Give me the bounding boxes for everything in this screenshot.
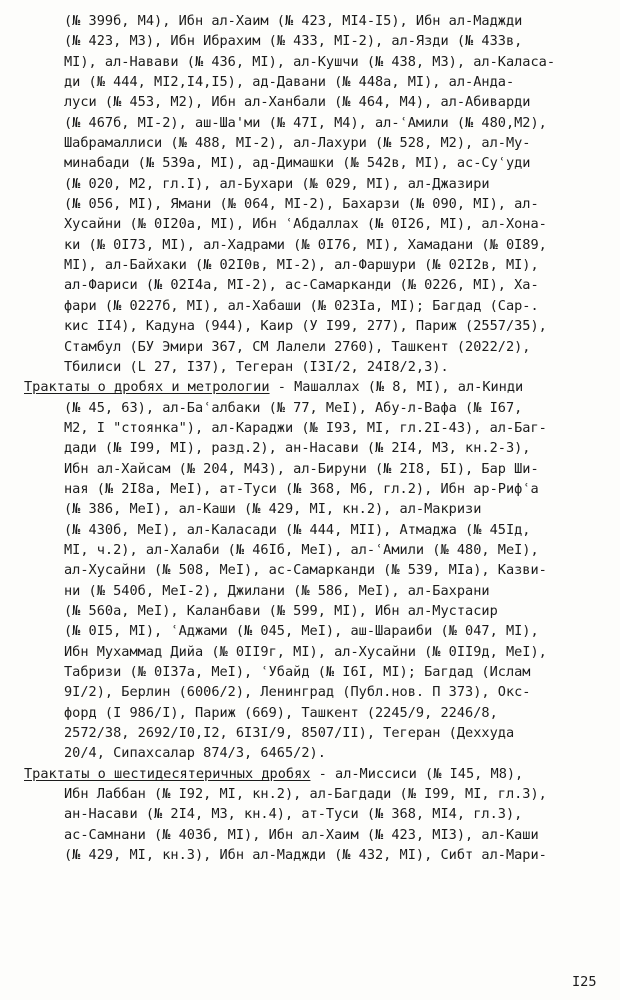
text-line: Ибн Лаббан (№ I92, МI, кн.2), ал-Багдади (№ I99, МI, гл.3),	[64, 786, 547, 803]
text-line: М2, I "стоянка"), ал-Караджи (№ I93, МI, гл.2I-43), ал-Баг-	[64, 419, 547, 436]
text-line: ная (№ 2I8а, МеI), ат-Туси (№ 368, М6, гл.2), Ибн ар-Рифʿа	[64, 480, 539, 497]
text-line: Ибн ал-Хайсам (№ 204, М43), ал-Бируни (№ 2I8, БI), Бар Ши-	[64, 460, 539, 477]
text-line: Тбилиси (L 27, I37), Тегеран (I3I/2, 24I8/2,3).	[64, 358, 449, 375]
text-line: (№ 45, 63), ал-Баʿалбаки (№ 77, МеI), Абу-л-Вафа (№ I67,	[64, 399, 523, 416]
text-line: луси (№ 453, М2), Ибн ал-Ханбали (№ 464, М4), ал-Абиварди	[64, 94, 531, 111]
text-line: (№ 399б, М4), Ибн ал-Хаим (№ 423, МI4-I5), Ибн ал-Маджди	[64, 13, 523, 29]
text-line: 2572/38, 2692/I0,I2, 6I3I/9, 8507/II), Тегеран (Деххуда	[64, 725, 515, 742]
text-line: фари (№ 0227б, МI), ал-Хабаши (№ 023Iа, МI); Багдад (Сар-.	[64, 297, 539, 314]
text-line: ки (№ 0I73, МI), ал-Хадрами (№ 0I76, МI), Хамадани (№ 0I89,	[64, 236, 547, 253]
text-line: (№ 020, М2, гл.I), ал-Бухари (№ 029, МI), ал-Джазири	[64, 175, 490, 192]
text-line: Хусайни (№ 0I20а, МI), Ибн ʿАбдаллах (№ 0I26, МI), ал-Хона-	[64, 216, 547, 233]
text-line: ни (№ 540б, МеI-2), Джилани (№ 586, МеI), ал-Бахрани	[64, 582, 490, 599]
text-line: Ибн Мухаммад Дийа (№ 0II9г, МI), ал-Хусайни (№ 0II9д, МеI),	[64, 643, 547, 660]
text-line: ас-Самнани (№ 403б, МI), Ибн ал-Хаим (№ 423, МI3), ал-Каши	[64, 826, 539, 843]
page-text	[24, 11, 620, 865]
text-line: ал-Хусайни (№ 508, МеI), ас-Самарканди (№ 539, МIа), Казви-	[64, 562, 547, 579]
text-line: (№ 0I5, МI), ʿАджами (№ 045, МеI), аш-Шараиби (№ 047, МI),	[64, 623, 539, 640]
text-line: (№ 467б, МI-2), аш-Ша'ми (№ 47I, М4), ал-ʿАмили (№ 480,М2),	[64, 114, 547, 131]
text-line: (№ 056, МI), Ямани (№ 064, МI-2), Бахарзи (№ 090, МI), ал-	[64, 196, 539, 213]
text-line: 20/4, Сипахсалар 874/3, 6465/2).	[64, 745, 326, 762]
text-line: ал-Фариси (№ 02I4а, МI-2), ас-Самарканди (№ 0226, МI), Ха-	[64, 277, 539, 294]
text-line: Стамбул (БУ Эмири 367, СМ Лалели 2760), Ташкент (2022/2),	[64, 338, 531, 355]
fractions-metrology-section-heading: Трактаты о дробях и метрологии	[24, 379, 270, 396]
text-line: форд (I 986/I), Париж (669), Ташкент (2245/9, 2246/8,	[64, 704, 498, 721]
fractions-metrology-section-heading-continuation: - Машаллах (№ 8, МI), ал-Кинди	[269, 379, 524, 396]
text-line: Шабрамаллиси (№ 488, МI-2), ал-Лахури (№ 528, М2), ал-Му-	[64, 135, 531, 152]
text-line: кис II4), Кадуна (944), Каир (У I99, 277), Париж (2557/35),	[64, 318, 547, 335]
text-line: (№ 423, М3), Ибн Ибрахим (№ 433, МI-2), ал-Язди (№ 433в,	[64, 33, 523, 50]
text-line: (№ 430б, МеI), ал-Каласади (№ 444, МII), Атмаджа (№ 45Iд,	[64, 521, 531, 538]
text-line: МI), ал-Навави (№ 436, МI), ал-Кушчи (№ 438, М3), ал-Каласа-	[64, 53, 556, 70]
sexagesimal-fractions-section-heading: Трактаты о шестидесятеричных дробях	[24, 765, 311, 782]
text-line: ди (№ 444, МI2,I4,I5), ад-Давани (№ 448а, МI), ал-Анда-	[64, 74, 515, 91]
text-line: (№ 386, МеI), ал-Каши (№ 429, МI, кн.2), ал-Макризи	[64, 501, 482, 518]
text-line: минабади (№ 539а, МI), ад-Димашки (№ 542в, МI), ас-Суʿуди	[64, 155, 531, 172]
sexagesimal-fractions-section-first-line	[24, 764, 620, 784]
text-line: (№ 560а, МеI), Каланбави (№ 599, МI), Ибн ал-Мустасир	[64, 602, 498, 619]
text-line: 9I/2), Берлин (6006/2), Ленинград (Публ.нов. П 373), Окс-	[64, 684, 531, 701]
text-line: МI, ч.2), ал-Халаби (№ 46Iб, МеI), ал-ʿАмили (№ 480, МеI),	[64, 541, 539, 558]
sexagesimal-fractions-section-heading-continuation: - ал-Миссиси (№ I45, М8),	[310, 765, 524, 782]
text-line: МI), ал-Байхаки (№ 02I0в, МI-2), ал-Фаршури (№ 02I2в, МI),	[64, 257, 539, 274]
text-line: ан-Насави (№ 2I4, М3, кн.4), ат-Туси (№ 368, МI4, гл.3),	[64, 806, 523, 823]
text-line: дади (№ I99, МI), разд.2), ан-Насави (№ 2I4, М3, кн.2-3),	[64, 440, 531, 457]
fractions-metrology-section-first-line	[24, 377, 620, 397]
text-line: (№ 429, МI, кн.3), Ибн ал-Маджди (№ 432, МI), Сибт ал-Мари-	[64, 847, 547, 864]
text-line: Табризи (№ 0I37а, МеI), ʿУбайд (№ I6I, МI); Багдад (Ислам	[64, 664, 531, 680]
page-number: I25	[572, 974, 597, 990]
